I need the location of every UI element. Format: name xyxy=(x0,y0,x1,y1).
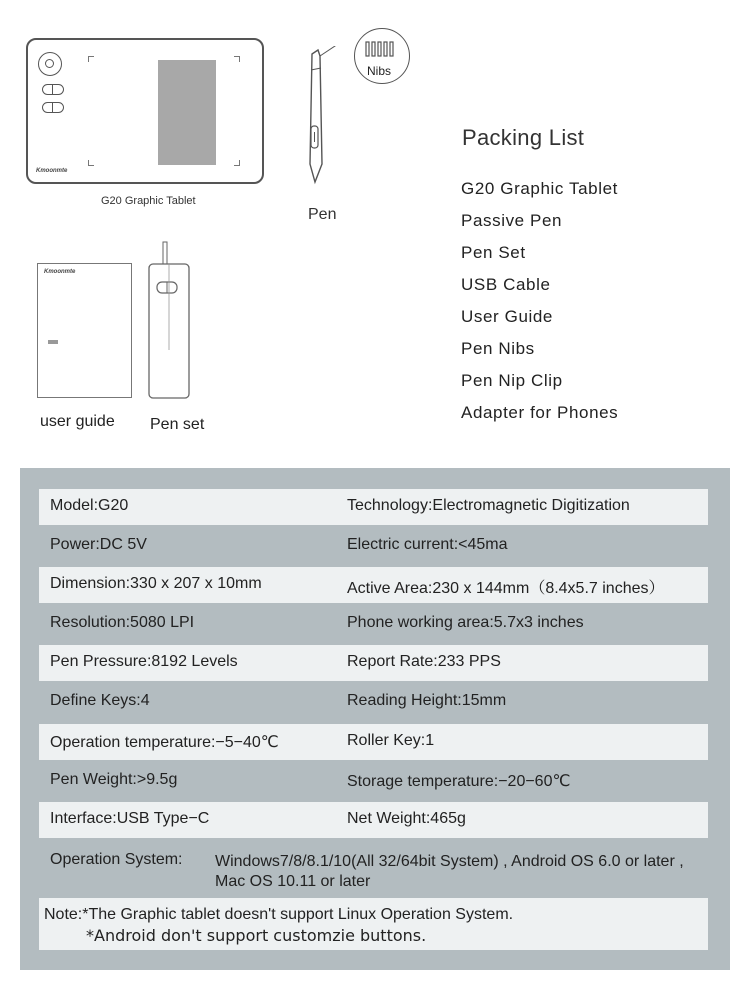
guide-mark xyxy=(48,340,58,344)
os-value: Windows7/8/8.1/10(All 32/64bit System) , Android OS 6.0 or later , Mac OS 10.11 or later xyxy=(215,853,684,890)
packing-item: G20 Graphic Tablet xyxy=(461,179,618,198)
spec-cell: Pen Weight:>9.5g xyxy=(50,771,178,788)
packing-item: USB Cable xyxy=(461,275,551,294)
spec-panel xyxy=(20,468,730,970)
spec-cell: Active Area:230 x 144mm（8.4x5.7 inches） xyxy=(347,580,665,597)
brand-logo: Kmoonmte xyxy=(44,269,76,275)
spec-cell: Reading Height:15mm xyxy=(347,692,507,709)
note-line: Note:*The Graphic tablet doesn't support Linux Operation System. xyxy=(44,906,514,923)
nibs-callout xyxy=(354,28,410,84)
spec-cell: Phone working area:5.7x3 inches xyxy=(347,614,584,631)
express-key-icon xyxy=(42,102,64,113)
pen-set-icon xyxy=(148,240,190,400)
roller-dial-icon xyxy=(38,52,62,76)
spec-row xyxy=(39,724,708,760)
spec-row xyxy=(39,645,708,681)
spec-cell: Roller Key:1 xyxy=(347,732,435,749)
spec-row xyxy=(39,567,708,603)
pen-caption: Pen xyxy=(308,206,337,223)
spec-cell: Technology:Electromagnetic Digitization xyxy=(347,497,630,514)
packing-item: Pen Nibs xyxy=(461,339,535,358)
note-row xyxy=(39,898,708,950)
spec-cell: Interface:USB Type−C xyxy=(50,810,210,827)
spec-row xyxy=(39,684,708,720)
tablet-active-area xyxy=(158,60,216,165)
corner-mark xyxy=(88,160,94,166)
spec-cell: Storage temperature:−20−60℃ xyxy=(347,773,571,790)
spec-cell: Operation temperature:−5−40℃ xyxy=(50,734,279,751)
spec-cell: Define Keys:4 xyxy=(50,692,150,709)
corner-mark xyxy=(234,56,240,62)
spec-cell: Pen Pressure:8192 Levels xyxy=(50,653,238,670)
spec-row xyxy=(39,606,708,642)
spec-row xyxy=(39,802,708,838)
user-guide-illustration xyxy=(37,263,132,398)
pen-set-caption: Pen set xyxy=(150,416,205,433)
os-row xyxy=(39,847,708,897)
spec-cell: Model:G20 xyxy=(50,497,129,514)
packing-item: Adapter for Phones xyxy=(461,403,619,422)
spec-row xyxy=(39,528,708,564)
pen-icon xyxy=(298,46,338,186)
spec-cell: Report Rate:233 PPS xyxy=(347,653,501,670)
packing-item: Pen Nip Clip xyxy=(461,371,563,390)
corner-mark xyxy=(88,56,94,62)
packing-item: User Guide xyxy=(461,307,553,326)
tablet-illustration xyxy=(26,38,264,184)
packing-item: Passive Pen xyxy=(461,211,563,230)
note-line: *Android don't support customzie buttons. xyxy=(86,926,427,945)
os-label: Operation System: xyxy=(50,851,183,868)
tablet-caption: G20 Graphic Tablet xyxy=(101,195,196,207)
spec-cell: Dimension:330 x 207 x 10mm xyxy=(50,575,262,592)
user-guide-caption: user guide xyxy=(40,413,115,430)
spec-cell: Electric current:<45ma xyxy=(347,536,508,553)
spec-row xyxy=(39,763,708,799)
spec-cell: Net Weight:465g xyxy=(347,810,466,827)
spec-row xyxy=(39,489,708,525)
nibs-label: Nibs xyxy=(367,64,392,78)
packing-item: Pen Set xyxy=(461,243,526,262)
spec-cell: Resolution:5080 LPI xyxy=(50,614,195,631)
express-key-icon xyxy=(42,84,64,95)
packing-list-title: Packing List xyxy=(462,125,585,150)
brand-logo: Kmoonmte xyxy=(36,168,68,174)
spec-cell: Power:DC 5V xyxy=(50,536,147,553)
packing-list xyxy=(461,178,618,434)
corner-mark xyxy=(234,160,240,166)
